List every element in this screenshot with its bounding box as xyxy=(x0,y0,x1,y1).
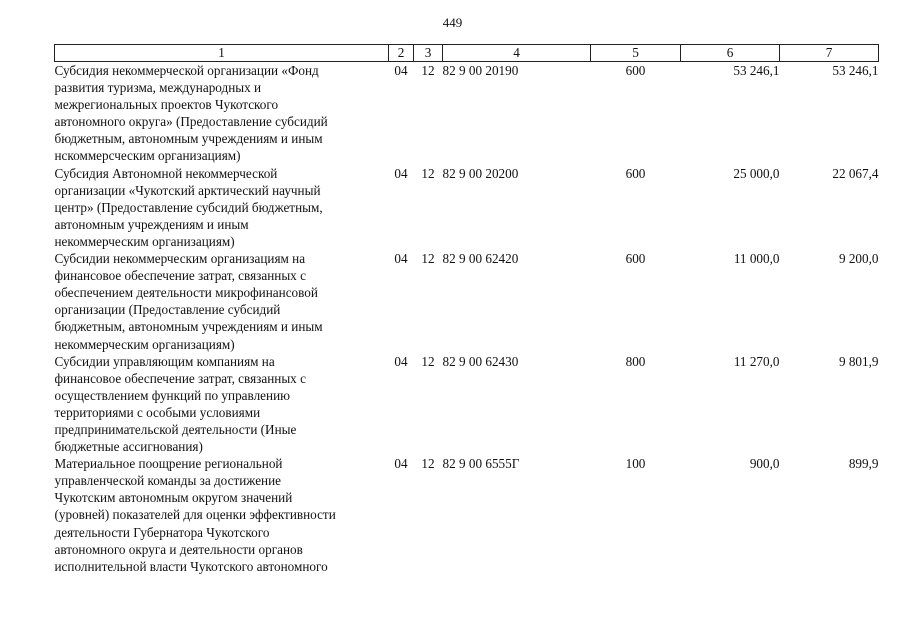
amount-planned: 53 246,1 xyxy=(733,63,780,78)
table-row xyxy=(55,250,879,353)
table-row xyxy=(55,62,879,165)
name-line: бюджетным, автономным учреждениям и иным xyxy=(54,131,323,147)
amount-executed: 9 801,9 xyxy=(838,353,879,369)
subsection-code: 12 xyxy=(421,63,435,78)
name-line: Материальное поощрение региональной xyxy=(54,456,283,472)
column-header-7: 7 xyxy=(780,45,879,62)
name-line: центр» (Предоставление субсидий бюджетным, xyxy=(54,199,323,215)
target-article-code: 82 9 00 20190 xyxy=(442,63,519,78)
target-article-code: 82 9 00 20200 xyxy=(442,165,519,181)
expense-type-code: 600 xyxy=(625,165,646,181)
expense-name xyxy=(55,250,389,353)
expense-name xyxy=(55,62,389,165)
target-article-code: 82 9 00 62420 xyxy=(442,251,519,267)
header-row xyxy=(55,45,879,62)
column-header-2: 2 xyxy=(389,45,414,62)
section-code: 04 xyxy=(394,456,408,472)
amount-executed: 22 067,4 xyxy=(832,165,879,181)
name-line: обеспечением деятельности микрофинансовой xyxy=(54,285,318,301)
expense-name xyxy=(55,165,389,250)
name-line: (уровней) показателей для оценки эффективности xyxy=(54,507,336,523)
name-line: организации (Предоставление субсидий xyxy=(54,302,281,318)
target-article-code: 82 9 00 6555Г xyxy=(442,456,520,472)
expense-name xyxy=(55,455,389,575)
name-line: некоммерческим организациям) xyxy=(54,336,235,352)
name-line: исполнительной власти Чукотского автономного xyxy=(54,558,328,574)
name-line: автономного округа и деятельности органов xyxy=(54,541,303,557)
column-header-3: 3 xyxy=(414,45,443,62)
section-code: 04 xyxy=(394,165,408,181)
budget-table xyxy=(54,44,879,575)
column-header-6: 6 xyxy=(681,45,780,62)
name-line: финансовое обеспечение затрат, связанных с xyxy=(54,268,306,284)
name-line: бюджетным, автономным учреждениям и иным xyxy=(54,319,323,335)
name-line: деятельности Губернатора Чукотского xyxy=(54,524,270,540)
amount-executed: 899,9 xyxy=(848,456,879,472)
subsection-code: 12 xyxy=(421,353,435,369)
amount-planned: 11 000,0 xyxy=(733,251,780,267)
name-line: Субсидия Автономной некоммерческой xyxy=(54,165,278,181)
name-line: территориями с особыми условиями xyxy=(54,404,261,420)
name-line: финансовое обеспечение затрат, связанных с xyxy=(54,370,306,386)
name-line: Субсидия некоммерческой организации «Фонд xyxy=(54,63,319,78)
expense-type-code: 600 xyxy=(625,251,646,267)
target-article-code: 82 9 00 62430 xyxy=(442,353,519,369)
amount-planned: 25 000,0 xyxy=(733,165,780,181)
name-line: некоммерческим организациям) xyxy=(54,233,235,249)
name-line: управленческой команды за достижение xyxy=(54,473,282,489)
name-line: осуществлением функций по управлению xyxy=(54,387,290,403)
name-line: организации «Чукотский арктический научный xyxy=(54,182,321,198)
expense-name xyxy=(55,353,389,456)
column-header-1: 1 xyxy=(55,45,389,62)
name-line: предпринимательской деятельности (Иные xyxy=(54,421,297,437)
name-line: Чукотским автономным округом значений xyxy=(54,490,293,506)
amount-executed: 9 200,0 xyxy=(838,251,879,267)
column-header-5: 5 xyxy=(591,45,681,62)
table-row xyxy=(55,353,879,456)
table-row xyxy=(55,455,879,575)
subsection-code: 12 xyxy=(421,456,435,472)
expense-type-code: 600 xyxy=(625,63,646,78)
name-line: автономным учреждениям и иным xyxy=(54,216,249,232)
subsection-code: 12 xyxy=(421,165,435,181)
name-line: Субсидии некоммерческим организациям на xyxy=(54,251,306,267)
column-header-4: 4 xyxy=(443,45,591,62)
section-code: 04 xyxy=(394,63,408,78)
expense-type-code: 100 xyxy=(625,456,646,472)
table-body xyxy=(55,62,879,575)
amount-planned: 900,0 xyxy=(749,456,780,472)
section-code: 04 xyxy=(394,353,408,369)
name-line: нскоммерсческим организациям) xyxy=(54,148,241,164)
page-number: 449 xyxy=(442,15,463,30)
subsection-code: 12 xyxy=(421,251,435,267)
name-line: Субсидии управляющим компаниям на xyxy=(54,353,275,369)
name-line: автономного округа» (Предоставление субсидий xyxy=(54,114,328,130)
name-line: бюджетные ассигнования) xyxy=(54,439,203,455)
name-line: межрегиональных проектов Чукотского xyxy=(54,97,279,113)
table-row xyxy=(55,165,879,250)
amount-planned: 11 270,0 xyxy=(733,353,780,369)
expense-type-code: 800 xyxy=(625,353,646,369)
name-line: развития туризма, международных и xyxy=(54,80,262,96)
table-header xyxy=(55,45,879,62)
section-code: 04 xyxy=(394,251,408,267)
amount-executed: 53 246,1 xyxy=(832,63,879,78)
